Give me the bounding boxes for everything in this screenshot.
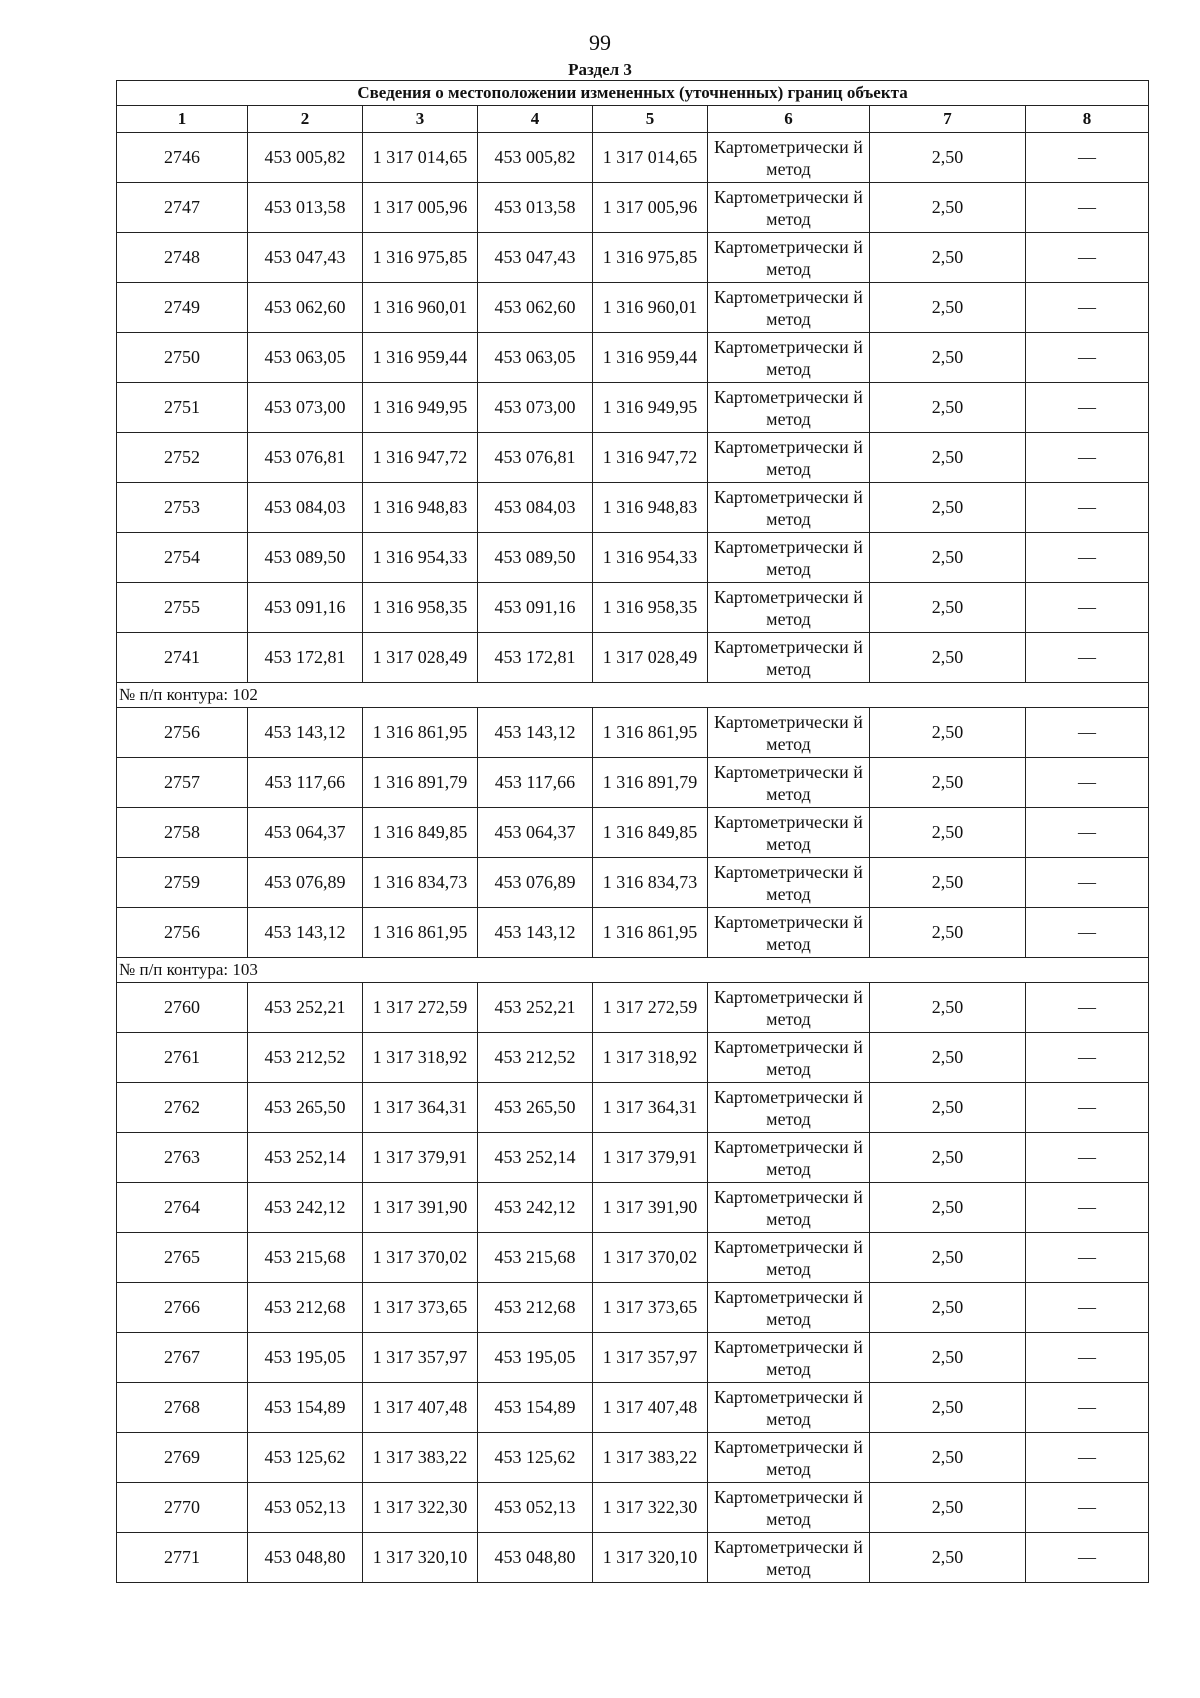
cell-point-number: 2753 [117, 483, 248, 533]
cell-existing-x: 453 125,62 [248, 1433, 363, 1483]
table-row [117, 1233, 1149, 1283]
cell-description: — [1026, 758, 1149, 808]
cell-point-number: 2770 [117, 1483, 248, 1533]
cell-method: Картометрически й метод [708, 708, 870, 758]
cell-description: — [1026, 1433, 1149, 1483]
cell-new-x: 453 005,82 [478, 133, 593, 183]
cell-existing-y: 1 317 357,97 [363, 1333, 478, 1383]
cell-existing-y: 1 316 861,95 [363, 708, 478, 758]
cell-existing-y: 1 316 975,85 [363, 233, 478, 283]
cell-new-x: 453 076,89 [478, 858, 593, 908]
cell-new-x: 453 252,14 [478, 1133, 593, 1183]
cell-new-x: 453 089,50 [478, 533, 593, 583]
cell-point-number: 2762 [117, 1083, 248, 1133]
cell-existing-y: 1 316 949,95 [363, 383, 478, 433]
table-row [117, 908, 1149, 958]
cell-point-number: 2746 [117, 133, 248, 183]
cell-existing-x: 453 265,50 [248, 1083, 363, 1133]
table-row [117, 1483, 1149, 1533]
cell-existing-y: 1 316 947,72 [363, 433, 478, 483]
table-row [117, 808, 1149, 858]
cell-point-number: 2751 [117, 383, 248, 433]
cell-description: — [1026, 183, 1149, 233]
cell-precision: 2,50 [870, 1483, 1026, 1533]
cell-existing-y: 1 317 407,48 [363, 1383, 478, 1433]
cell-existing-x: 453 091,16 [248, 583, 363, 633]
cell-point-number: 2763 [117, 1133, 248, 1183]
cell-precision: 2,50 [870, 758, 1026, 808]
cell-existing-y: 1 316 834,73 [363, 858, 478, 908]
cell-new-x: 453 195,05 [478, 1333, 593, 1383]
cell-new-y: 1 317 028,49 [593, 633, 708, 683]
cell-method: Картометрически й метод [708, 1283, 870, 1333]
cell-existing-y: 1 317 383,22 [363, 1433, 478, 1483]
table-row [117, 1133, 1149, 1183]
cell-new-x: 453 047,43 [478, 233, 593, 283]
cell-new-y: 1 316 959,44 [593, 333, 708, 383]
cell-point-number: 2749 [117, 283, 248, 333]
cell-point-number: 2756 [117, 708, 248, 758]
cell-precision: 2,50 [870, 908, 1026, 958]
cell-method: Картометрически й метод [708, 983, 870, 1033]
cell-point-number: 2761 [117, 1033, 248, 1083]
cell-existing-x: 453 005,82 [248, 133, 363, 183]
cell-method: Картометрически й метод [708, 383, 870, 433]
cell-precision: 2,50 [870, 583, 1026, 633]
cell-precision: 2,50 [870, 433, 1026, 483]
cell-precision: 2,50 [870, 283, 1026, 333]
cell-existing-y: 1 317 379,91 [363, 1133, 478, 1183]
cell-method: Картометрически й метод [708, 1383, 870, 1433]
cell-point-number: 2755 [117, 583, 248, 633]
cell-existing-x: 453 076,89 [248, 858, 363, 908]
cell-precision: 2,50 [870, 1283, 1026, 1333]
boundary-coordinates-table [116, 80, 1149, 1583]
cell-existing-y: 1 317 272,59 [363, 983, 478, 1033]
cell-precision: 2,50 [870, 533, 1026, 583]
cell-precision: 2,50 [870, 1383, 1026, 1433]
cell-new-y: 1 317 318,92 [593, 1033, 708, 1083]
cell-point-number: 2764 [117, 1183, 248, 1233]
cell-precision: 2,50 [870, 383, 1026, 433]
cell-method: Картометрически й метод [708, 808, 870, 858]
cell-new-x: 453 084,03 [478, 483, 593, 533]
cell-existing-x: 453 154,89 [248, 1383, 363, 1433]
cell-new-x: 453 076,81 [478, 433, 593, 483]
cell-precision: 2,50 [870, 333, 1026, 383]
table-row [117, 758, 1149, 808]
cell-description: — [1026, 1233, 1149, 1283]
cell-method: Картометрически й метод [708, 1033, 870, 1083]
cell-new-y: 1 317 383,22 [593, 1433, 708, 1483]
cell-description: — [1026, 533, 1149, 583]
cell-method: Картометрически й метод [708, 333, 870, 383]
cell-existing-y: 1 317 014,65 [363, 133, 478, 183]
table-row [117, 483, 1149, 533]
cell-point-number: 2757 [117, 758, 248, 808]
cell-existing-y: 1 316 958,35 [363, 583, 478, 633]
contour-row [117, 958, 1149, 983]
table-row [117, 1033, 1149, 1083]
cell-method: Картометрически й метод [708, 1133, 870, 1183]
cell-description: — [1026, 383, 1149, 433]
cell-new-y: 1 316 861,95 [593, 708, 708, 758]
cell-precision: 2,50 [870, 183, 1026, 233]
cell-point-number: 2769 [117, 1433, 248, 1483]
cell-new-y: 1 317 014,65 [593, 133, 708, 183]
cell-new-y: 1 316 834,73 [593, 858, 708, 908]
table-row [117, 333, 1149, 383]
cell-existing-x: 453 143,12 [248, 908, 363, 958]
cell-method: Картометрически й метод [708, 1183, 870, 1233]
cell-existing-x: 453 195,05 [248, 1333, 363, 1383]
cell-new-x: 453 117,66 [478, 758, 593, 808]
table-row [117, 858, 1149, 908]
cell-new-x: 453 048,80 [478, 1533, 593, 1583]
cell-point-number: 2768 [117, 1383, 248, 1433]
cell-new-y: 1 316 861,95 [593, 908, 708, 958]
cell-existing-x: 453 212,68 [248, 1283, 363, 1333]
cell-precision: 2,50 [870, 1533, 1026, 1583]
cell-new-x: 453 013,58 [478, 183, 593, 233]
cell-precision: 2,50 [870, 1133, 1026, 1183]
table-row [117, 133, 1149, 183]
cell-existing-x: 453 076,81 [248, 433, 363, 483]
table-row [117, 283, 1149, 333]
cell-new-x: 453 091,16 [478, 583, 593, 633]
cell-point-number: 2750 [117, 333, 248, 383]
cell-point-number: 2771 [117, 1533, 248, 1583]
table-row [117, 1433, 1149, 1483]
cell-point-number: 2760 [117, 983, 248, 1033]
cell-new-y: 1 316 849,85 [593, 808, 708, 858]
table-row [117, 533, 1149, 583]
cell-new-y: 1 316 947,72 [593, 433, 708, 483]
table-row [117, 583, 1149, 633]
cell-method: Картометрически й метод [708, 633, 870, 683]
cell-precision: 2,50 [870, 1083, 1026, 1133]
cell-new-y: 1 316 954,33 [593, 533, 708, 583]
cell-new-y: 1 317 364,31 [593, 1083, 708, 1133]
cell-existing-y: 1 317 028,49 [363, 633, 478, 683]
cell-new-x: 453 242,12 [478, 1183, 593, 1233]
cell-existing-y: 1 317 364,31 [363, 1083, 478, 1133]
table-row [117, 708, 1149, 758]
cell-method: Картометрически й метод [708, 1483, 870, 1533]
cell-existing-x: 453 063,05 [248, 333, 363, 383]
cell-new-y: 1 317 272,59 [593, 983, 708, 1033]
cell-method: Картометрически й метод [708, 583, 870, 633]
cell-point-number: 2752 [117, 433, 248, 483]
table-row [117, 1083, 1149, 1133]
cell-description: — [1026, 1333, 1149, 1383]
cell-method: Картометрически й метод [708, 758, 870, 808]
cell-method: Картометрически й метод [708, 483, 870, 533]
cell-existing-x: 453 073,00 [248, 383, 363, 433]
cell-existing-x: 453 047,43 [248, 233, 363, 283]
cell-existing-y: 1 317 370,02 [363, 1233, 478, 1283]
cell-precision: 2,50 [870, 1333, 1026, 1383]
table-row [117, 383, 1149, 433]
table-row [117, 1183, 1149, 1233]
cell-existing-y: 1 316 954,33 [363, 533, 478, 583]
cell-description: — [1026, 1383, 1149, 1433]
cell-new-x: 453 125,62 [478, 1433, 593, 1483]
column-header: 6 [708, 106, 870, 133]
cell-point-number: 2741 [117, 633, 248, 683]
cell-new-x: 453 215,68 [478, 1233, 593, 1283]
cell-precision: 2,50 [870, 483, 1026, 533]
cell-existing-x: 453 064,37 [248, 808, 363, 858]
cell-new-y: 1 317 320,10 [593, 1533, 708, 1583]
column-header: 7 [870, 106, 1026, 133]
column-header: 3 [363, 106, 478, 133]
cell-existing-y: 1 317 391,90 [363, 1183, 478, 1233]
cell-new-x: 453 064,37 [478, 808, 593, 858]
cell-existing-y: 1 316 861,95 [363, 908, 478, 958]
cell-description: — [1026, 633, 1149, 683]
column-header: 2 [248, 106, 363, 133]
table-row [117, 183, 1149, 233]
column-header: 5 [593, 106, 708, 133]
cell-method: Картометрически й метод [708, 133, 870, 183]
cell-new-x: 453 154,89 [478, 1383, 593, 1433]
contour-label: № п/п контура: 102 [117, 683, 1149, 708]
cell-description: — [1026, 483, 1149, 533]
page-number: 99 [589, 30, 611, 55]
cell-description: — [1026, 1283, 1149, 1333]
cell-description: — [1026, 583, 1149, 633]
cell-point-number: 2747 [117, 183, 248, 233]
cell-existing-y: 1 317 320,10 [363, 1533, 478, 1583]
cell-description: — [1026, 1083, 1149, 1133]
cell-new-x: 453 212,52 [478, 1033, 593, 1083]
column-header-row [117, 106, 1149, 133]
cell-precision: 2,50 [870, 1183, 1026, 1233]
cell-point-number: 2766 [117, 1283, 248, 1333]
table-row [117, 633, 1149, 683]
column-header: 1 [117, 106, 248, 133]
cell-description: — [1026, 283, 1149, 333]
cell-method: Картометрически й метод [708, 283, 870, 333]
cell-new-y: 1 316 948,83 [593, 483, 708, 533]
cell-new-x: 453 172,81 [478, 633, 593, 683]
cell-description: — [1026, 433, 1149, 483]
cell-new-x: 453 062,60 [478, 283, 593, 333]
cell-method: Картометрически й метод [708, 1233, 870, 1283]
cell-existing-x: 453 215,68 [248, 1233, 363, 1283]
cell-precision: 2,50 [870, 633, 1026, 683]
cell-point-number: 2748 [117, 233, 248, 283]
cell-new-y: 1 317 370,02 [593, 1233, 708, 1283]
cell-point-number: 2767 [117, 1333, 248, 1383]
cell-precision: 2,50 [870, 1233, 1026, 1283]
cell-description: — [1026, 1533, 1149, 1583]
cell-precision: 2,50 [870, 133, 1026, 183]
cell-new-x: 453 252,21 [478, 983, 593, 1033]
cell-method: Картометрически й метод [708, 533, 870, 583]
cell-point-number: 2758 [117, 808, 248, 858]
table-row [117, 1333, 1149, 1383]
cell-existing-y: 1 317 318,92 [363, 1033, 478, 1083]
cell-existing-x: 453 143,12 [248, 708, 363, 758]
cell-point-number: 2759 [117, 858, 248, 908]
table-caption: Сведения о местоположении измененных (уточненных) границ объекта [117, 81, 1149, 106]
table-body [117, 133, 1149, 1583]
cell-description: — [1026, 808, 1149, 858]
cell-new-x: 453 143,12 [478, 708, 593, 758]
cell-method: Картометрически й метод [708, 1333, 870, 1383]
cell-new-y: 1 317 373,65 [593, 1283, 708, 1333]
cell-existing-y: 1 317 373,65 [363, 1283, 478, 1333]
cell-existing-x: 453 242,12 [248, 1183, 363, 1233]
cell-existing-y: 1 316 948,83 [363, 483, 478, 533]
cell-existing-y: 1 317 005,96 [363, 183, 478, 233]
cell-existing-y: 1 316 960,01 [363, 283, 478, 333]
cell-existing-x: 453 062,60 [248, 283, 363, 333]
cell-precision: 2,50 [870, 233, 1026, 283]
table-row [117, 1283, 1149, 1333]
cell-new-x: 453 052,13 [478, 1483, 593, 1533]
cell-precision: 2,50 [870, 808, 1026, 858]
table-row [117, 983, 1149, 1033]
cell-new-x: 453 143,12 [478, 908, 593, 958]
cell-description: — [1026, 333, 1149, 383]
cell-existing-x: 453 013,58 [248, 183, 363, 233]
column-header: 4 [478, 106, 593, 133]
cell-new-y: 1 317 391,90 [593, 1183, 708, 1233]
cell-new-x: 453 073,00 [478, 383, 593, 433]
cell-description: — [1026, 858, 1149, 908]
table-row [117, 233, 1149, 283]
cell-method: Картометрически й метод [708, 433, 870, 483]
cell-existing-y: 1 317 322,30 [363, 1483, 478, 1533]
cell-existing-x: 453 172,81 [248, 633, 363, 683]
cell-precision: 2,50 [870, 1433, 1026, 1483]
table-row [117, 433, 1149, 483]
cell-description: — [1026, 1033, 1149, 1083]
cell-method: Картометрически й метод [708, 233, 870, 283]
column-header: 8 [1026, 106, 1149, 133]
cell-method: Картометрически й метод [708, 1083, 870, 1133]
cell-description: — [1026, 1133, 1149, 1183]
cell-description: — [1026, 708, 1149, 758]
cell-description: — [1026, 983, 1149, 1033]
cell-precision: 2,50 [870, 858, 1026, 908]
cell-new-y: 1 317 407,48 [593, 1383, 708, 1433]
cell-new-y: 1 317 005,96 [593, 183, 708, 233]
cell-method: Картометрически й метод [708, 183, 870, 233]
cell-new-y: 1 316 949,95 [593, 383, 708, 433]
cell-existing-x: 453 252,21 [248, 983, 363, 1033]
cell-new-y: 1 316 975,85 [593, 233, 708, 283]
cell-method: Картометрически й метод [708, 1533, 870, 1583]
cell-precision: 2,50 [870, 983, 1026, 1033]
cell-existing-x: 453 252,14 [248, 1133, 363, 1183]
cell-precision: 2,50 [870, 1033, 1026, 1083]
table-row [117, 1533, 1149, 1583]
cell-existing-x: 453 048,80 [248, 1533, 363, 1583]
cell-description: — [1026, 908, 1149, 958]
cell-existing-x: 453 212,52 [248, 1033, 363, 1083]
table-row [117, 1383, 1149, 1433]
cell-description: — [1026, 1183, 1149, 1233]
cell-existing-x: 453 117,66 [248, 758, 363, 808]
cell-new-x: 453 265,50 [478, 1083, 593, 1133]
cell-precision: 2,50 [870, 708, 1026, 758]
cell-existing-y: 1 316 891,79 [363, 758, 478, 808]
cell-existing-x: 453 089,50 [248, 533, 363, 583]
cell-description: — [1026, 1483, 1149, 1533]
cell-new-x: 453 063,05 [478, 333, 593, 383]
cell-description: — [1026, 133, 1149, 183]
cell-new-y: 1 316 891,79 [593, 758, 708, 808]
contour-label: № п/п контура: 103 [117, 958, 1149, 983]
cell-point-number: 2765 [117, 1233, 248, 1283]
cell-new-x: 453 212,68 [478, 1283, 593, 1333]
cell-new-y: 1 317 379,91 [593, 1133, 708, 1183]
cell-new-y: 1 316 960,01 [593, 283, 708, 333]
cell-new-y: 1 317 322,30 [593, 1483, 708, 1533]
section-title: Раздел 3 [568, 60, 632, 79]
cell-existing-x: 453 084,03 [248, 483, 363, 533]
cell-method: Картометрически й метод [708, 858, 870, 908]
cell-existing-x: 453 052,13 [248, 1483, 363, 1533]
contour-row [117, 683, 1149, 708]
cell-description: — [1026, 233, 1149, 283]
cell-new-y: 1 316 958,35 [593, 583, 708, 633]
cell-new-y: 1 317 357,97 [593, 1333, 708, 1383]
cell-existing-y: 1 316 849,85 [363, 808, 478, 858]
cell-point-number: 2756 [117, 908, 248, 958]
cell-method: Картометрически й метод [708, 1433, 870, 1483]
cell-existing-y: 1 316 959,44 [363, 333, 478, 383]
cell-method: Картометрически й метод [708, 908, 870, 958]
cell-point-number: 2754 [117, 533, 248, 583]
